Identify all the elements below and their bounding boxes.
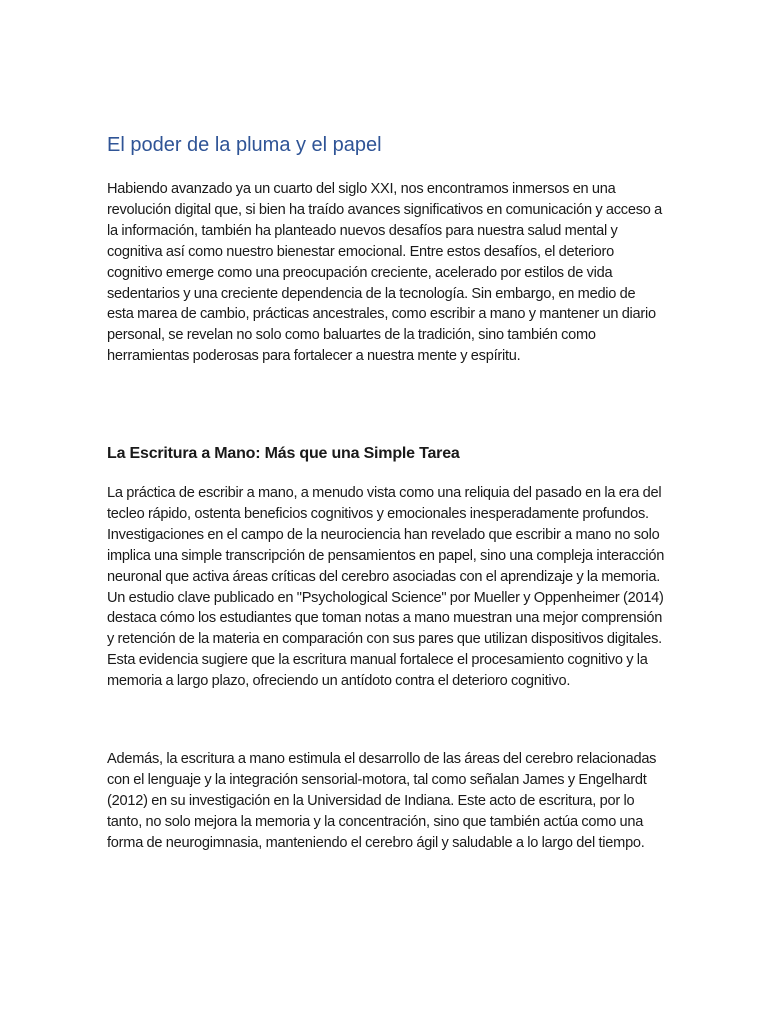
section-heading: La Escritura a Mano: Más que una Simple Tarea — [107, 445, 460, 462]
intro-paragraph: Habiendo avanzado ya un cuarto del siglo XXI, nos encontramos inmersos en una revolución digital que, si bien ha traído avances significativos en comunicación y acceso a la información, también ha planteado nuevos desafíos para nuestra salud mental y cognitiva así como nuestro bienestar emocional. Entre estos desafíos, el deterioro cognitivo emerge como una preocupación creciente, acelerado por estilos de vida sedentarios y una creciente dependencia de la tecnología. Sin embargo, en medio de esta marea de cambio, prácticas ancestrales, como escribir a mano y mantener un diario personal, se revelan no solo como baluartes de la tradición, sino también como herramientas poderosas para fortalecer a nuestra mente y espíritu. — [107, 181, 662, 365]
section-paragraph-1: La práctica de escribir a mano, a menudo vista como una reliquia del pasado en la era del tecleo rápido, ostenta beneficios cognitivos y emocionales inesperadamente profundos. Investigaciones en el campo de la neurociencia han revelado que escribir a mano no solo implica una simple transcripción de pensamientos en papel, sino una compleja interacción neuronal que activa áreas críticas del cerebro asociadas con el aprendizaje y la memoria. Un estudio clave publicado en "Psychological Science" por Mueller y Oppenheimer (2014) destaca cómo los estudiantes que toman notas a mano muestran una mejor comprensión y retención de la materia en comparación con sus pares que utilizan dispositivos digitales. Esta evidencia sugiere que la escritura manual fortalece el procesamiento cognitivo y la memoria a largo plazo, ofreciendo un antídoto contra el deterioro cognitivo. — [107, 485, 665, 690]
document-title: El poder de la pluma y el papel — [107, 134, 382, 156]
section-paragraph-2: Además, la escritura a mano estimula el desarrollo de las áreas del cerebro relacionadas con el lenguaje y la integración sensorial-motora, tal como señalan James y Engelhardt (2012) en su investigación en la Universidad de Indiana. Este acto de escritura, por lo tanto, no solo mejora la memoria y la concentración, sino que también actúa como una forma de neurogimnasia, manteniendo el cerebro ágil y saludable a lo largo del tiempo. — [107, 751, 657, 851]
